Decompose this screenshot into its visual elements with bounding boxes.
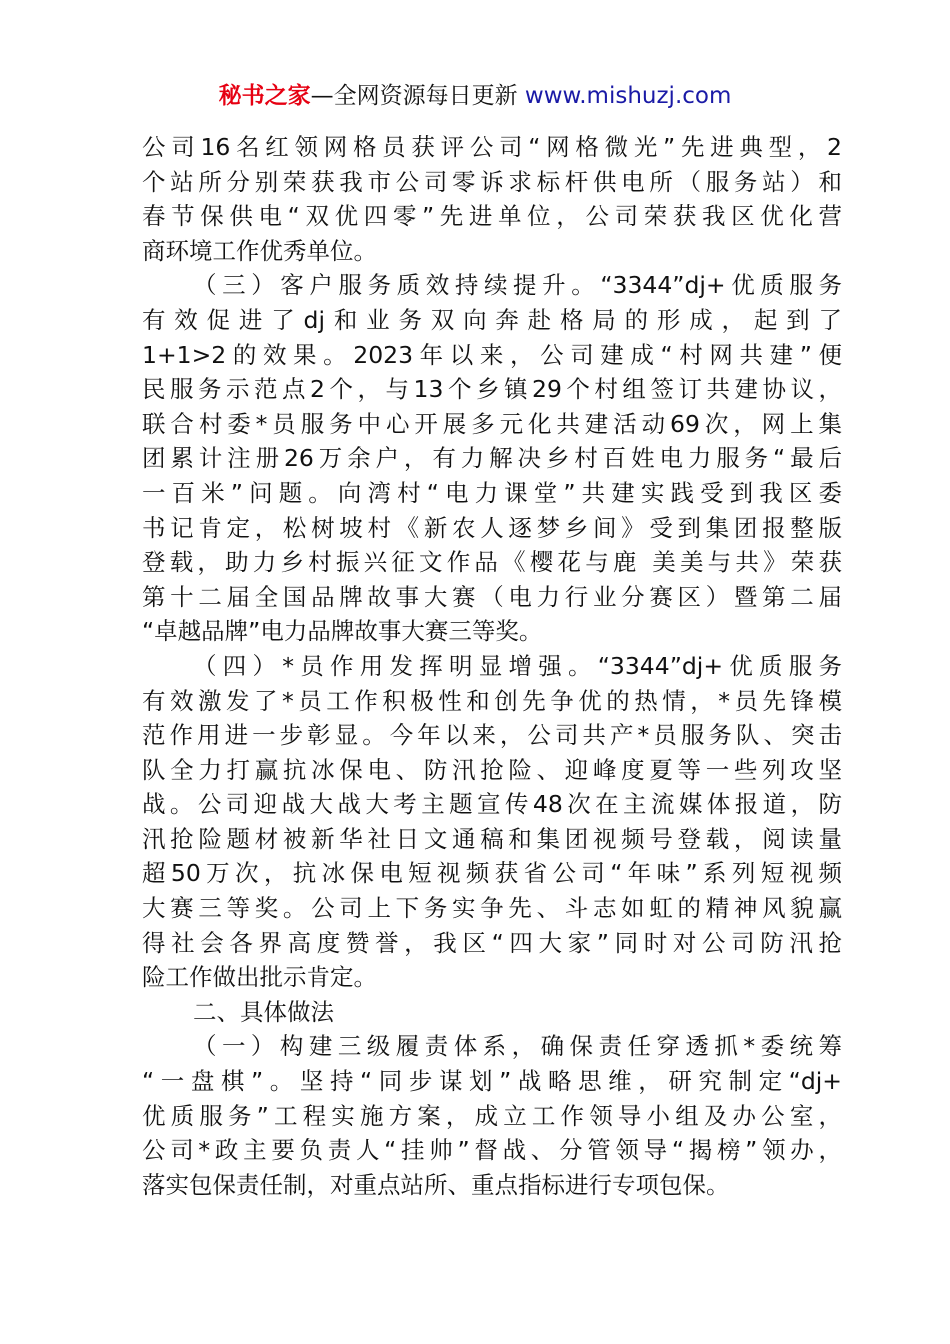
text-line: 民服务示范点2个，与13个乡镇29个村组签订共建协议， [142,375,842,404]
text-line: 公司16名红领网格员获评公司“网格微光”先进典型，2 [142,133,842,161]
section-heading-line: （一）构建三级履责体系，确保责任穿透抓*委统筹 [193,1032,842,1061]
text-line: 团累计注册26万余户，有力解决乡村百姓电力服务“最后 [142,444,842,473]
text-line: 得社会各界高度赞誉，我区“四大家”同时对公司防汛抢 [142,928,842,957]
text-line: 登载，助力乡村振兴征文作品《樱花与鹿 美美与共》荣获 [142,548,842,577]
text-line: 险工作做出批示肯定。 [142,963,377,992]
text-line: “卓越品牌”电力品牌故事大赛三等奖。 [142,617,543,646]
text-line: “一盘棋”。坚持“同步谋划”战略思维，研究制定“dj+ [142,1067,842,1096]
site-header [0,80,950,112]
text-line: 有效激发了*员工作积极性和创先争优的热情，*员先锋模 [142,686,842,715]
section-heading-line: （四）*员作用发挥明显增强。“3344”dj+优质服务 [193,651,842,680]
text-line: 公司*政主要负责人“挂帅”督战、分管领导“揭榜”领办， [142,1136,842,1165]
text-line: 有效促进了dj和业务双向奔赴格局的形成，起到了 [142,305,842,334]
text-line: 超50万次，抗冰保电短视频获省公司“年味”系列短视频 [142,859,842,888]
text-line: 1+1>2的效果。2023年以来，公司建成“村网共建”便 [142,340,842,369]
text-line: 一百米”问题。向湾村“电力课堂”共建实践受到我区委 [142,478,842,507]
text-line: 商环境工作优秀单位。 [142,236,377,265]
text-line: 队全力打赢抗冰保电、防汛抢险、迎峰度夏等一些列攻坚 [142,755,842,784]
text-line: 个站所分别荣获我市公司零诉求标杆供电所（服务站）和 [142,167,842,196]
site-url-link[interactable]: www.mishuzj.com [524,83,732,109]
text-line: 春节保供电“双优四零”先进单位，公司荣获我区优化营 [142,202,842,231]
text-line: 汛抢险题材被新华社日文通稿和集团视频号登载，阅读量 [142,824,842,853]
text-line: 落实包保责任制，对重点站所、重点指标进行专项包保。 [142,1170,730,1199]
text-line: 联合村委*员服务中心开展多元化共建活动69次，网上集 [142,409,842,438]
section-heading-line: （三）客户服务质效持续提升。“3344”dj+优质服务 [193,271,842,300]
header-tagline: —全网资源每日更新 [310,83,525,109]
brand-name: 秘书之家 [218,83,311,109]
section-title: 二、具体做法 [193,997,334,1026]
text-line: 优质服务”工程实施方案，成立工作领导小组及办公室， [142,1101,842,1130]
document-body [142,130,842,1202]
text-line: 第十二届全国品牌故事大赛（电力行业分赛区）暨第二届 [142,582,842,611]
text-line: 书记肯定，松树坡村《新农人逐梦乡间》受到集团报整版 [142,513,842,542]
text-line: 范作用进一步彰显。今年以来，公司共产*员服务队、突击 [142,721,842,750]
text-line: 大赛三等奖。公司上下务实争先、斗志如虹的精神风貌赢 [142,894,842,923]
text-line: 战。公司迎战大战大考主题宣传48次在主流媒体报道，防 [142,790,842,819]
